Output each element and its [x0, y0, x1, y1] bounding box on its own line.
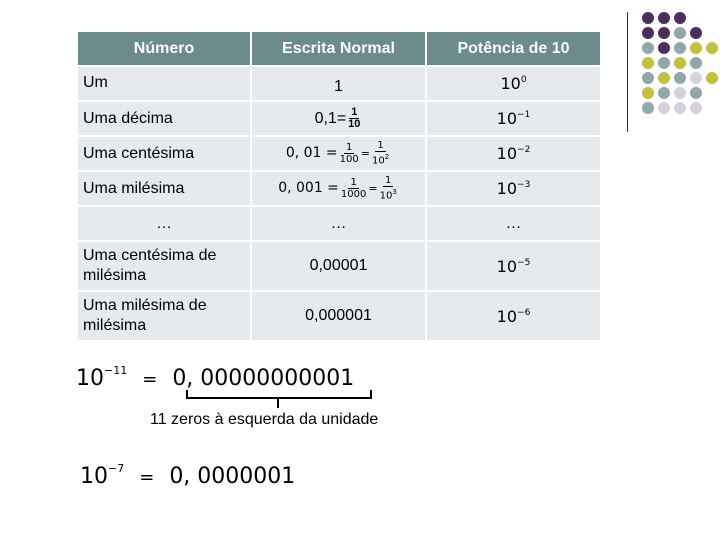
power-base: 10	[496, 306, 518, 326]
fraction-numerator: 1	[351, 106, 358, 118]
row-power	[427, 172, 600, 205]
dot	[658, 87, 670, 99]
decimal-value: 0, 001 =	[278, 180, 339, 197]
table-row	[78, 137, 600, 170]
power-base: 10	[76, 366, 104, 391]
divider	[627, 12, 628, 132]
power-base: 10	[496, 256, 518, 276]
header-numero: Número	[78, 32, 250, 65]
denominator-exp: 3	[392, 188, 397, 197]
denominator-base: 10	[371, 155, 385, 167]
fraction-denominator	[380, 187, 397, 201]
dot	[642, 27, 654, 39]
example-equation-2	[80, 462, 295, 489]
fraction-denominator: 1000	[340, 188, 367, 200]
decimal-value: 0,1=	[314, 109, 347, 127]
zeros-brace	[185, 388, 375, 410]
power-exp: −11	[104, 364, 128, 377]
dot	[642, 57, 654, 69]
fraction	[372, 140, 389, 166]
row-name: Uma milésima	[78, 172, 250, 205]
row-power: …	[427, 207, 600, 240]
dot	[690, 102, 702, 114]
table-row	[78, 67, 600, 100]
dot	[706, 42, 718, 54]
decimal-value: 0, 0000001	[169, 464, 296, 489]
power-exp: 0	[520, 75, 527, 85]
dot	[674, 57, 686, 69]
fraction-numerator: 1	[385, 175, 392, 187]
row-power	[427, 102, 600, 135]
row-power	[427, 242, 600, 290]
dot	[642, 87, 654, 99]
dot	[642, 42, 654, 54]
dot	[674, 72, 686, 84]
dot	[674, 102, 686, 114]
decimal-value: 0, 00000000001	[172, 366, 355, 391]
decimal-value: 0, 01 =	[285, 145, 338, 162]
row-normal	[252, 137, 425, 170]
dot	[642, 72, 654, 84]
row-name: Uma décima	[78, 102, 250, 135]
dot	[658, 12, 670, 24]
fraction	[348, 107, 360, 130]
dot	[658, 102, 670, 114]
row-name: Uma milésima de milésima	[78, 292, 250, 340]
dot	[658, 27, 670, 39]
row-normal: 0,00001	[252, 242, 425, 290]
denominator-base: 10	[379, 190, 393, 202]
fraction-denominator: 100	[339, 153, 359, 165]
fraction	[341, 177, 366, 200]
table-row	[78, 102, 600, 135]
dot	[706, 72, 718, 84]
power-exp: −2	[517, 145, 531, 155]
equals-sign: =	[142, 369, 158, 390]
row-normal: 1	[252, 67, 425, 100]
row-power	[427, 67, 600, 100]
dot	[642, 12, 654, 24]
dot	[674, 27, 686, 39]
dot	[642, 102, 654, 114]
dot	[690, 87, 702, 99]
dot	[674, 42, 686, 54]
table-header	[78, 32, 600, 65]
power-exp: −5	[517, 257, 531, 268]
row-normal	[252, 102, 425, 135]
power-exp: −6	[517, 307, 531, 318]
row-name: Um	[78, 67, 250, 100]
row-normal: 0,000001	[252, 292, 425, 340]
power-exp: −7	[108, 462, 125, 475]
equals-sign: =	[360, 146, 370, 160]
fraction-numerator: 1	[377, 140, 384, 152]
header-escrita-normal: Escrita Normal	[252, 32, 425, 65]
row-name: Uma centésima de milésima	[78, 242, 250, 290]
power-base: 10	[496, 144, 518, 163]
fraction	[340, 142, 359, 165]
row-power	[427, 137, 600, 170]
table-row	[78, 242, 600, 290]
power-base: 10	[500, 74, 521, 93]
equals-sign: =	[368, 181, 378, 195]
fraction-numerator: 1	[350, 176, 357, 188]
table-row	[78, 207, 600, 240]
dot	[674, 87, 686, 99]
table-row	[78, 172, 600, 205]
example-equation-1	[76, 364, 354, 391]
row-power	[427, 292, 600, 340]
dot	[690, 42, 702, 54]
denominator-exp: 2	[384, 153, 390, 162]
power-exp: −1	[517, 110, 531, 120]
row-normal: …	[252, 207, 425, 240]
zeros-note: 11 zeros à esquerda da unidade	[150, 411, 379, 428]
fraction	[380, 175, 397, 201]
dot	[658, 42, 670, 54]
power-base: 10	[496, 179, 518, 198]
fraction-numerator: 1	[346, 141, 353, 153]
power-base: 10	[80, 464, 108, 489]
row-normal	[252, 172, 425, 205]
table-row	[78, 292, 600, 340]
dot	[674, 12, 686, 24]
dot	[690, 72, 702, 84]
fraction-denominator: 10	[348, 118, 361, 130]
equals-sign: =	[139, 467, 155, 488]
row-name: …	[78, 207, 250, 240]
dot	[690, 27, 702, 39]
power-exp: −3	[517, 180, 531, 190]
dot	[690, 57, 702, 69]
row-name: Uma centésima	[78, 137, 250, 170]
fraction-denominator	[372, 152, 389, 166]
header-potencia: Potência de 10	[427, 32, 600, 65]
dot	[658, 72, 670, 84]
power-base: 10	[496, 109, 518, 128]
dot	[658, 57, 670, 69]
